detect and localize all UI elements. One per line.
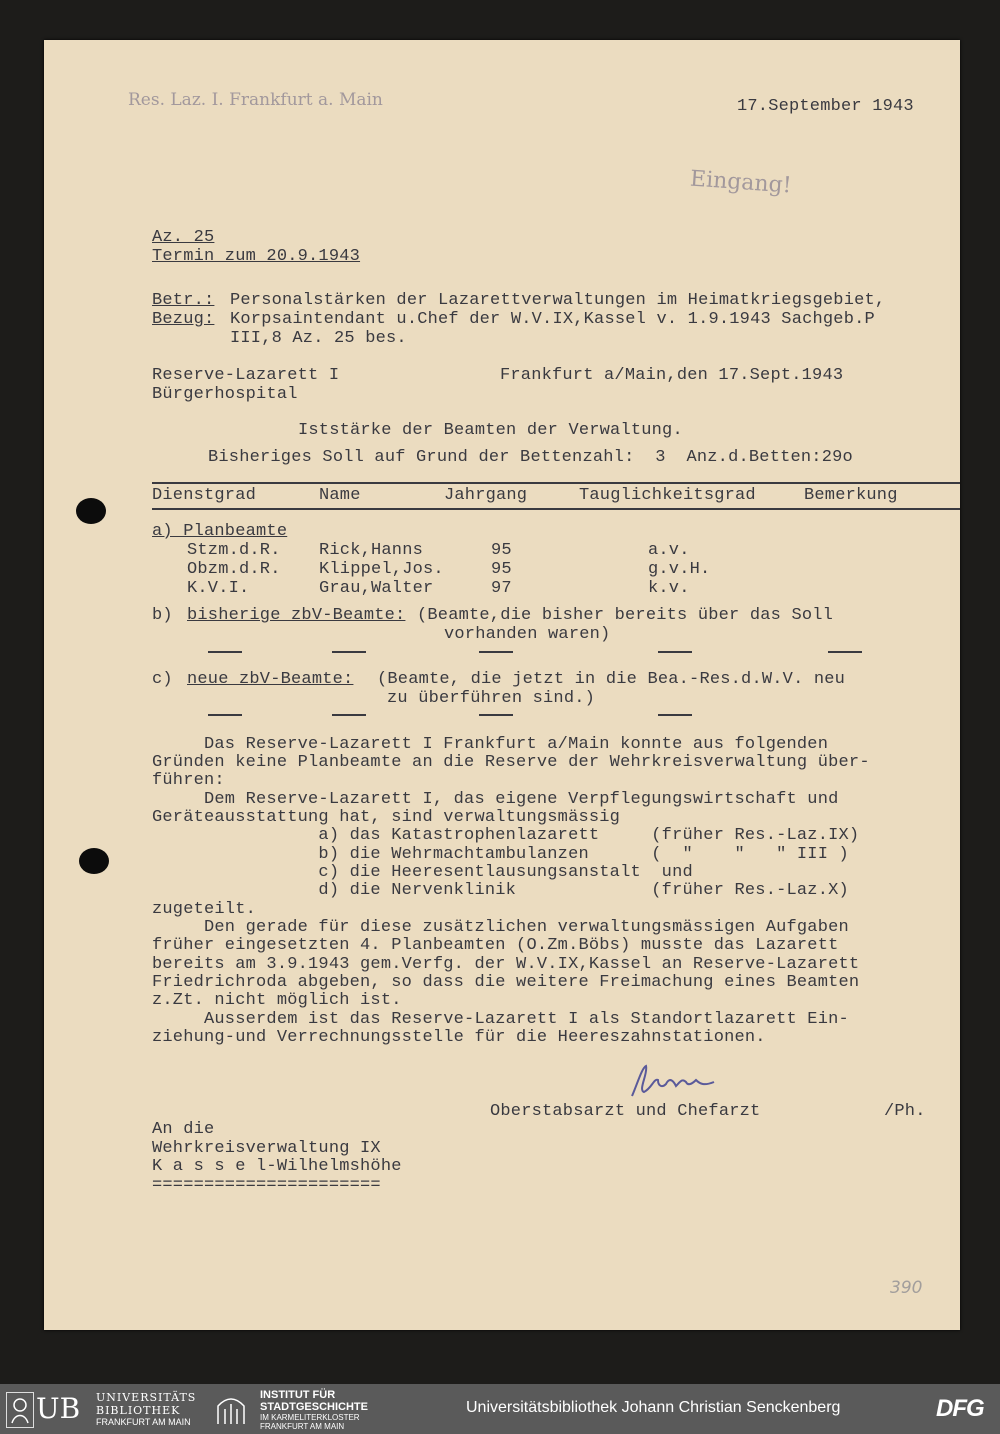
dash-mark — [479, 714, 513, 716]
signature-title: Oberstabsarzt und Chefarzt — [490, 1102, 761, 1121]
recipient-rule: ====================== — [152, 1176, 381, 1195]
row-3-rank: K.V.I. — [187, 579, 250, 598]
section-a-heading — [152, 522, 287, 541]
section-c-label: neue zbV-Beamte: — [187, 670, 354, 689]
body-line: bereits am 3.9.1943 gem.Verfg. der W.V.IX,Kassel an Reserve-Lazarett — [152, 955, 860, 974]
dash-mark — [208, 714, 242, 716]
recipient-line-3: K a s s e l-Wilhelmshöhe — [152, 1157, 402, 1176]
body-line: früher eingesetzten 4. Planbeamten (O.Zm.Böbs) musste das Lazarett — [152, 936, 839, 955]
body-line: Dem Reserve-Lazarett I, das eigene Verpflegungswirtschaft und — [152, 790, 839, 809]
body-line: d) die Nervenklinik (früher Res.-Laz.X) — [152, 881, 849, 900]
body-line: z.Zt. nicht möglich ist. — [152, 991, 402, 1010]
section-a-label: a) Planbeamte — [152, 522, 288, 541]
dash-mark — [658, 651, 692, 653]
deadline: Termin zum 20.9.1943 — [152, 247, 361, 266]
row-2-rank: Obzm.d.R. — [187, 560, 281, 579]
section-b-note-2: vorhanden waren) — [444, 625, 611, 644]
handwritten-signature — [624, 1060, 724, 1100]
received-stamp: Eingang! — [689, 166, 793, 199]
footer-bar — [0, 1384, 1000, 1434]
letter-date: 17.September 1943 — [737, 97, 914, 116]
institution-stamp: Res. Laz. I. Frankfurt a. Main — [128, 90, 383, 110]
col-header-jahrgang: Jahrgang — [444, 486, 528, 505]
bezug-continuation: III,8 Az. 25 bes. — [230, 329, 407, 348]
punch-hole — [79, 848, 109, 874]
soll-line: Bisheriges Soll auf Grund der Bettenzahl: 3 Anz.d.Betten:29o — [208, 448, 853, 467]
row-3-year: 97 — [491, 579, 512, 598]
typist-initials: /Ph. — [884, 1102, 926, 1121]
row-2-year: 95 — [491, 560, 512, 579]
row-3-grade: k.v. — [648, 579, 690, 598]
section-b-note-1: (Beamte,die bisher bereits über das Soll — [417, 606, 834, 625]
row-2-name: Klippel,Jos. — [319, 560, 444, 579]
library-name: Universitätsbibliothek Johann Christian Senckenberg — [466, 1399, 841, 1416]
body-line: Friedrichroda abgeben, so dass die weitere Freimachung eines Beamten — [152, 973, 860, 992]
col-header-name: Name — [319, 486, 361, 505]
recipient-line-1: An die — [152, 1120, 215, 1139]
reference-az: Az. 25 — [152, 228, 215, 247]
dash-mark — [828, 651, 862, 653]
row-3-name: Grau,Walter — [319, 579, 434, 598]
table-rule-top — [152, 482, 960, 484]
punch-hole — [76, 498, 106, 524]
body-line: Geräteausstattung hat, sind verwaltungsmässig — [152, 808, 621, 827]
body-line: c) die Heeresentlausungsanstalt und — [152, 863, 693, 882]
document-heading: Iststärke der Beamten der Verwaltung. — [298, 421, 683, 440]
ub-logo-icon — [6, 1392, 34, 1428]
body-line: b) die Wehrmachtambulanzen ( " " " III ) — [152, 845, 849, 864]
section-c-prefix: c) — [152, 670, 173, 689]
section-b-label: bisherige zbV-Beamte: — [187, 606, 406, 625]
body-line: ziehung-und Verrechnungsstelle für die Heereszahnstationen. — [152, 1028, 766, 1047]
dash-mark — [332, 714, 366, 716]
row-1-rank: Stzm.d.R. — [187, 541, 281, 560]
body-line: zugeteilt. — [152, 900, 257, 919]
recipient-line-2: Wehrkreisverwaltung IX — [152, 1139, 381, 1158]
body-line: führen: — [152, 771, 225, 790]
bezug-label: Bezug: — [152, 310, 215, 329]
dash-mark — [332, 651, 366, 653]
ub-line-2: BIBLIOTHEK — [96, 1404, 181, 1417]
body-line: Das Reserve-Lazarett I Frankfurt a/Main konnte aus folgenden — [152, 735, 829, 754]
bezug-text: Korpsaintendant u.Chef der W.V.IX,Kassel v. 1.9.1943 Sachgeb.P — [230, 310, 875, 329]
betr-label: Betr.: — [152, 291, 215, 310]
col-header-tauglichkeitsgrad: Tauglichkeitsgrad — [579, 486, 756, 505]
body-line: Den gerade für diese zusätzlichen verwaltungsmässigen Aufgaben — [152, 918, 849, 937]
ub-line-1: UNIVERSITÄTS — [96, 1391, 197, 1404]
row-1-year: 95 — [491, 541, 512, 560]
document-page — [44, 40, 960, 1330]
dash-mark — [208, 651, 242, 653]
sender-line-2: Bürgerhospital — [152, 385, 298, 404]
isg-line-3: IM KARMELITERKLOSTER — [260, 1413, 360, 1422]
body-line: Ausserdem ist das Reserve-Lazarett I als Standortlazarett Ein- — [152, 1010, 849, 1029]
ub-abbreviation: UB — [36, 1392, 81, 1425]
isg-line-4: FRANKFURT AM MAIN — [260, 1422, 345, 1431]
betr-text: Personalstärken der Lazarettverwaltungen im Heimatkriegsgebiet, — [230, 291, 886, 310]
place-date: Frankfurt a/Main,den 17.Sept.1943 — [500, 366, 844, 385]
dash-mark — [658, 714, 692, 716]
section-c-note-2: zu überführen sind.) — [387, 689, 596, 708]
row-1-name: Rick,Hanns — [319, 541, 424, 560]
isg-logo-icon — [214, 1392, 248, 1426]
dash-mark — [479, 651, 513, 653]
ub-line-3: FRANKFURT AM MAIN — [96, 1417, 191, 1427]
body-line: a) das Katastrophenlazarett (früher Res.-Laz.IX) — [152, 826, 860, 845]
isg-line-1: INSTITUT FÜR — [260, 1389, 336, 1401]
dfg-logo: DFG — [936, 1395, 984, 1422]
row-2-grade: g.v.H. — [648, 560, 711, 579]
section-c-note-1: (Beamte, die jetzt in die Bea.-Res.d.W.V. neu — [377, 670, 846, 689]
col-header-bemerkung: Bemerkung — [804, 486, 898, 505]
col-header-dienstgrad: Dienstgrad — [152, 486, 257, 505]
page-number: 390 — [890, 1278, 923, 1298]
isg-line-2: STADTGESCHICHTE — [260, 1401, 368, 1413]
body-line: Gründen keine Planbeamte an die Reserve der Wehrkreisverwaltung über- — [152, 753, 870, 772]
row-1-grade: a.v. — [648, 541, 690, 560]
table-rule-bottom — [152, 508, 960, 510]
sender-line-1: Reserve-Lazarett I — [152, 366, 340, 385]
section-b-prefix: b) — [152, 606, 173, 625]
